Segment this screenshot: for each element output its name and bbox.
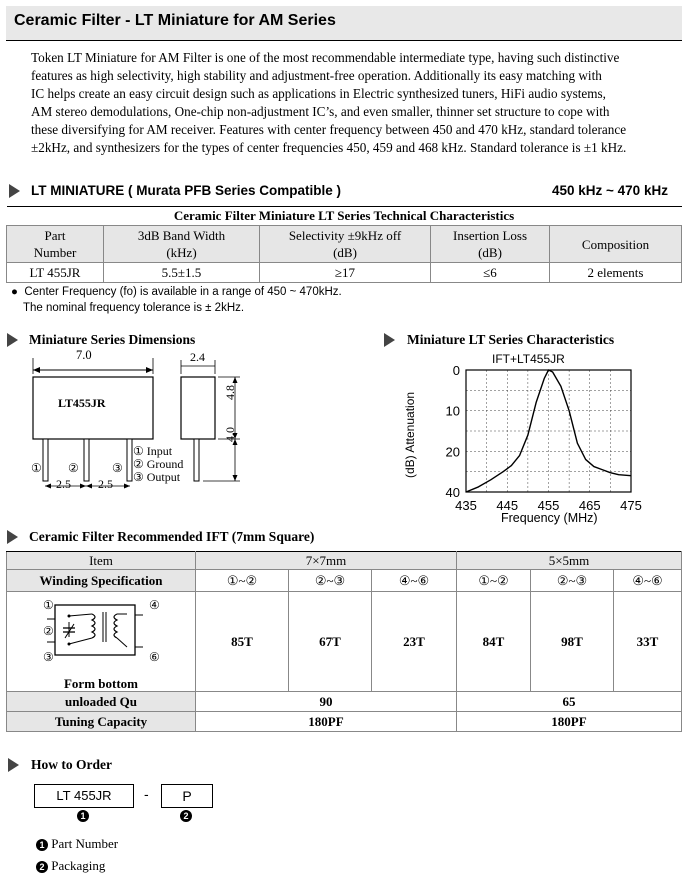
header-cell: 5×5mm (457, 552, 682, 570)
table-cell: LT 455JR (7, 263, 104, 283)
table-cell: 5.5±1.5 (104, 263, 260, 283)
pin-2-label: ② (68, 461, 79, 475)
schematic-pin: ② (43, 624, 54, 638)
ift-table (6, 551, 682, 732)
pin-1-label: ① (31, 461, 42, 475)
intro-line: IC helps create an easy circuit design such as applications in Electric synthesized tuners, HiFi audio systems, (31, 86, 606, 101)
chart-heading: Miniature LT Series Characteristics (407, 332, 615, 347)
table-cell: 33T (614, 592, 682, 692)
attenuation-chart (436, 360, 656, 525)
table-cell: 85T (196, 592, 289, 692)
table-cell: 65 (457, 692, 682, 712)
intro-line: Token LT Miniature for AM Filter is one of the most recommendable intermediate type, having such distinctive (31, 50, 620, 65)
technical-characteristics-table (6, 206, 682, 283)
table-row (7, 592, 682, 692)
x-tick-label: 435 (455, 498, 477, 513)
table-cell: ①~② (457, 570, 531, 592)
pin-legend: ① Input ② Ground ③ Output (133, 444, 184, 484)
section-arrow-icon (7, 333, 18, 347)
chart-ylabel: (dB) Attenuation (403, 391, 417, 478)
table-cell: 98T (531, 592, 614, 692)
table-cell: ④~⑥ (372, 570, 457, 592)
header-cell: Selectivity ±9kHz off (dB) (260, 226, 431, 263)
header-cell: Composition (550, 226, 682, 263)
schematic-pin: ③ (43, 650, 54, 664)
table-cell: ≥17 (260, 263, 431, 283)
schematic-pin: ④ (149, 598, 160, 612)
table-row (7, 263, 682, 283)
x-tick-label: 445 (496, 498, 519, 513)
x-tick-label: 475 (620, 498, 642, 513)
table-cell: ≤6 (431, 263, 550, 283)
table-cell: 67T (289, 592, 372, 692)
note-2: The nominal frequency tolerance is ± 2kHz. (23, 302, 245, 314)
table-cell: ④~⑥ (614, 570, 682, 592)
page-title: Ceramic Filter - LT Miniature for AM Series (14, 12, 336, 29)
header-cell: 7×7mm (196, 552, 457, 570)
order-heading: How to Order (31, 757, 112, 772)
y-tick-label: 0 (452, 363, 460, 378)
chart-title: IFT+LT455JR (492, 352, 565, 366)
part-label: LT455JR (58, 396, 106, 410)
header-cell: Part Number (7, 226, 104, 263)
order-dash: - (144, 786, 149, 802)
table-cell: 90 (196, 692, 457, 712)
table-cell: 2 elements (550, 263, 682, 283)
table-cell: 84T (457, 592, 531, 692)
x-tick-label: 455 (537, 498, 560, 513)
y-tick-label: 10 (445, 403, 460, 419)
header-cell: Item (7, 552, 196, 570)
schematic-pin: ⑥ (149, 650, 160, 664)
intro-line: ±2kHz, and synthesizers for the types of center frequencies 450, 459 and 468 kHz. Standard tolerance is ±1 kHz. (31, 140, 627, 155)
table-header-row (7, 226, 682, 263)
order-legend-2: 2 Packaging (36, 858, 105, 874)
schematic-cell (7, 592, 196, 692)
table-row (7, 712, 682, 732)
dim-pitch-2: 2.5 (98, 477, 113, 491)
title-bar (6, 6, 682, 41)
table-row (7, 570, 682, 592)
table-cell: 23T (372, 592, 457, 692)
order-packaging-box: P (161, 784, 213, 808)
form-bottom-label: Form bottom (63, 676, 138, 691)
row-label: Winding Specification (7, 570, 196, 592)
series-heading: LT MINIATURE ( Murata PFB Series Compatible ) (31, 183, 342, 198)
row-label: Tuning Capacity (7, 712, 196, 732)
order-num-1: 1 (77, 810, 89, 822)
section-arrow-icon (7, 530, 18, 544)
order-legend-1: 1 Part Number (36, 836, 118, 852)
table-cell: ②~③ (531, 570, 614, 592)
ift-schematic (7, 592, 193, 674)
table-header-row (7, 552, 682, 570)
dimensions-heading: Miniature Series Dimensions (29, 332, 196, 347)
row-label: unloaded Qu (7, 692, 196, 712)
dim-height: 4.8 (223, 385, 237, 400)
section-arrow-icon (8, 758, 19, 772)
dim-lead: 4.0 (223, 427, 237, 442)
table-cell: ②~③ (289, 570, 372, 592)
header-cell: 3dB Band Width (kHz) (104, 226, 260, 263)
header-cell: Insertion Loss (dB) (431, 226, 550, 263)
y-tick-label: 40 (445, 485, 460, 500)
section-arrow-icon (384, 333, 395, 347)
chart-xlabel: Frequency (MHz) (501, 511, 598, 525)
x-tick-label: 465 (578, 498, 601, 513)
intro-line: these diversifying for AM receiver. Features with center frequency between 450 and 470 kHz, standard tolerance (31, 122, 627, 137)
table-row (7, 692, 682, 712)
intro-line: features as high selectivity, high stability and adjustment-free operation. Additionally its easy matching with (31, 68, 602, 83)
table-cell: ①~② (196, 570, 289, 592)
intro-paragraph (31, 49, 681, 157)
order-part-box: LT 455JR (34, 784, 134, 808)
dim-width: 7.0 (76, 348, 92, 362)
order-num-2: 2 (180, 810, 192, 822)
pin-3-label: ③ (112, 461, 123, 475)
table-caption: Ceramic Filter Miniature LT Series Technical Characteristics (7, 207, 682, 226)
section-arrow-icon (9, 184, 20, 198)
table-cell: 180PF (196, 712, 457, 732)
dim-depth: 2.4 (190, 350, 205, 364)
ift-heading: Ceramic Filter Recommended IFT (7mm Square) (29, 529, 315, 544)
y-tick-label: 20 (445, 444, 460, 460)
note-1: ● Center Frequency (fo) is available in a range of 450 ~ 470kHz. (11, 286, 342, 298)
schematic-pin: ① (43, 598, 54, 612)
table-cell: 180PF (457, 712, 682, 732)
series-range: 450 kHz ~ 470 kHz (552, 183, 668, 198)
intro-line: AM stereo demodulations, One-chip non-adjustment IC’s, and even smaller, thinner set structure to cope with (31, 104, 610, 119)
dim-pitch-1: 2.5 (56, 477, 71, 491)
